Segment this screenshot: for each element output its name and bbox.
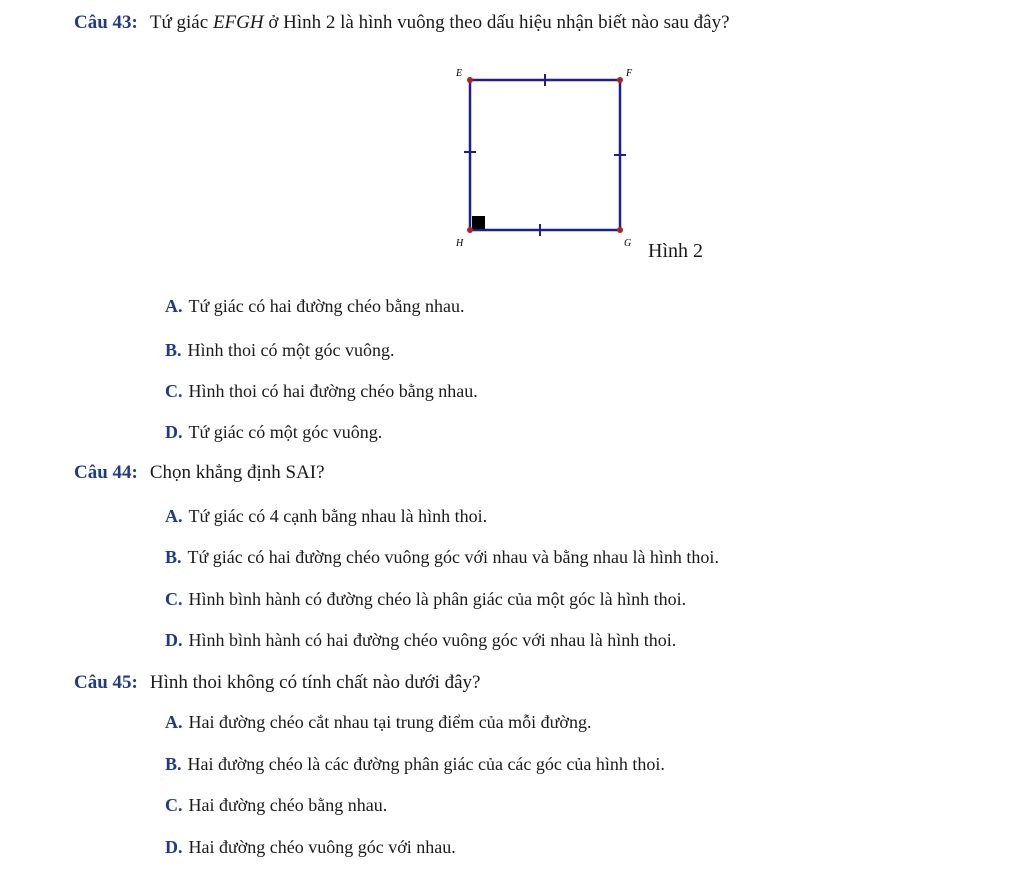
answer-label: D. (165, 837, 183, 857)
vertex-label-h: H (456, 238, 464, 249)
answer-option (165, 506, 487, 527)
question-45-heading (74, 672, 481, 694)
vertex-g-dot (617, 227, 623, 233)
answer-option (165, 422, 382, 443)
answer-option (165, 340, 395, 361)
answer-label: A. (165, 296, 183, 316)
answer-label: B. (165, 340, 182, 360)
answer-option (165, 712, 591, 733)
right-angle-marker (472, 216, 485, 229)
figure-caption: Hình 2 (648, 240, 703, 262)
question-44-heading (74, 462, 325, 484)
answer-option (165, 547, 719, 568)
question-text-emphasis: EFGH (212, 12, 264, 33)
answer-option (165, 589, 686, 610)
question-43-heading (74, 12, 730, 34)
answer-text: Hai đường chéo cắt nhau tại trung điểm của mỗi đường. (188, 712, 592, 732)
answer-option (165, 381, 478, 402)
answer-label: C. (165, 381, 183, 401)
answer-text: Hình thoi có hai đường chéo bằng nhau. (188, 381, 478, 401)
answer-text: Hai đường chéo là các đường phân giác của các góc của hình thoi. (187, 754, 665, 774)
vertex-h-dot (467, 227, 473, 233)
answer-text: Hình bình hành có hai đường chéo vuông góc với nhau là hình thoi. (188, 630, 677, 650)
question-text-part: ở Hình 2 là hình vuông theo dấu hiệu nhận biết nào sau đây? (263, 12, 730, 33)
square-edges (470, 80, 620, 230)
answer-label: C. (165, 589, 183, 609)
answer-text: Hai đường chéo vuông góc với nhau. (188, 837, 456, 857)
vertex-e-dot (467, 77, 473, 83)
answer-text: Hình bình hành có đường chéo là phân giác của một góc là hình thoi. (188, 589, 687, 609)
question-number: Câu 44: (74, 462, 138, 483)
answer-label: D. (165, 422, 183, 442)
answer-option (165, 754, 665, 775)
answer-option (165, 795, 387, 816)
answer-label: A. (165, 712, 183, 732)
square-efgh-figure (440, 58, 650, 258)
answer-text: Tứ giác có hai đường chéo vuông góc với nhau và bằng nhau là hình thoi. (187, 547, 719, 567)
question-number: Câu 43: (74, 12, 138, 33)
question-text-part: Tứ giác (149, 12, 213, 33)
question-number: Câu 45: (74, 672, 138, 693)
vertex-label-e: E (456, 68, 463, 79)
question-text: Hình thoi không có tính chất nào dưới đây? (149, 672, 481, 693)
vertex-f-dot (617, 77, 623, 83)
question-text: Chọn khẳng định SAI? (149, 462, 325, 483)
vertex-label-g: G (624, 238, 632, 249)
vertex-label-f: F (626, 68, 633, 79)
answer-text: Tứ giác có một góc vuông. (188, 422, 383, 442)
answer-label: B. (165, 754, 182, 774)
answer-text: Hai đường chéo bằng nhau. (188, 795, 388, 815)
answer-label: B. (165, 547, 182, 567)
answer-option (165, 837, 456, 858)
answer-text: Tứ giác có 4 cạnh bằng nhau là hình thoi. (188, 506, 488, 526)
answer-option (165, 630, 676, 651)
answer-label: D. (165, 630, 183, 650)
answer-label: A. (165, 506, 183, 526)
answer-option (165, 296, 464, 317)
answer-text: Tứ giác có hai đường chéo bằng nhau. (188, 296, 465, 316)
answer-text: Hình thoi có một góc vuông. (187, 340, 395, 360)
answer-label: C. (165, 795, 183, 815)
